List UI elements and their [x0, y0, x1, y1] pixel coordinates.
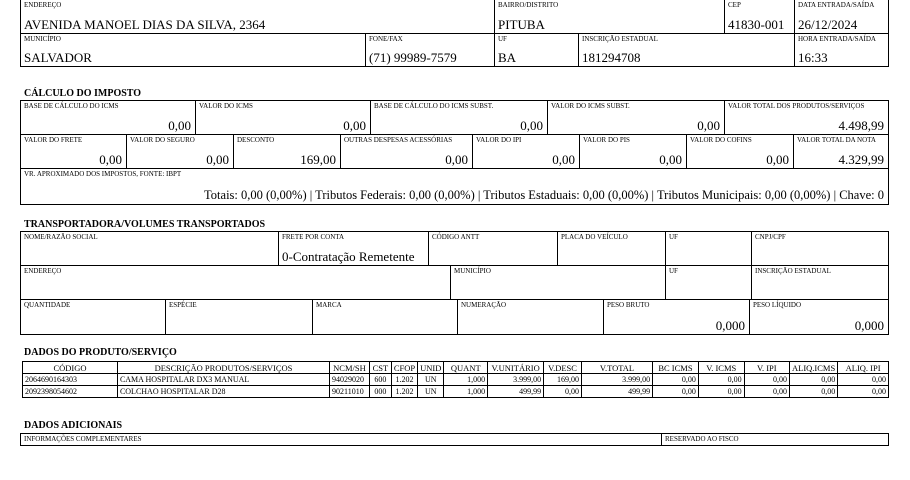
col-ncm: NCM/SH: [330, 362, 370, 374]
outras-label: OUTRAS DESPESAS ACESSÓRIAS: [344, 136, 453, 144]
transp-peso-liquido-value: 0,000: [854, 318, 884, 333]
transp-antt-cell: [429, 232, 558, 266]
endereco-cell: [21, 0, 495, 34]
cell-v-icms: 0,00: [698, 374, 744, 386]
valor-icms-label: VALOR DO ICMS: [199, 102, 253, 110]
reservado-fisco-cell: [662, 434, 888, 445]
transp-endereco-cell: [21, 266, 451, 300]
transp-quantidade-cell: [21, 300, 166, 334]
frete-label: VALOR DO FRETE: [24, 136, 83, 144]
transp-placa-cell: [558, 232, 666, 266]
cell-cfop: 1.202: [391, 386, 417, 398]
col-aliq-icms: ALIQ.ICMS: [790, 362, 838, 374]
base-icms-st-value: 0,00: [520, 118, 543, 133]
cell-descricao: CAMA HOSPITALAR DX3 MANUAL: [117, 374, 329, 386]
valor-icms-value: 0,00: [343, 118, 366, 133]
inscricao-cell: [579, 34, 795, 66]
cell-cfop: 1.202: [391, 374, 417, 386]
transp-marca-cell: [313, 300, 458, 334]
transp-nome-cell: [21, 232, 279, 266]
transp-inscricao-label: INSCRIÇÃO ESTADUAL: [755, 267, 831, 275]
cell-vunitario: 3.999,00: [488, 374, 544, 386]
uf-cell: [495, 34, 579, 66]
cell-bc-icms: 0,00: [653, 374, 699, 386]
transp-peso-bruto-value: 0,000: [715, 318, 745, 333]
outras-cell: [341, 135, 473, 169]
ipi-label: VALOR DO IPI: [476, 136, 522, 144]
table-row: [23, 386, 889, 398]
cell-vdesc: 169,00: [544, 374, 582, 386]
col-aliq-ipi: ALIQ. IPI: [838, 362, 889, 374]
col-v-ipi: V. IPI: [744, 362, 789, 374]
desconto-label: DESCONTO: [237, 136, 275, 144]
transp-numeracao-label: NUMERAÇÃO: [461, 301, 507, 309]
seguro-label: VALOR DO SEGURO: [130, 136, 195, 144]
table-row: [23, 374, 889, 386]
uf-value: BA: [498, 50, 517, 65]
valor-produtos-value: 4.498,99: [838, 118, 884, 133]
hora-cell: [795, 34, 888, 66]
cofins-value: 0,00: [766, 152, 789, 167]
col-vtotal: V.TOTAL: [581, 362, 652, 374]
municipio-label: MUNICÍPIO: [24, 35, 61, 43]
base-icms-label: BASE DE CÁLCULO DO ICMS: [24, 102, 119, 110]
transportadora-block: [20, 231, 889, 335]
transp-nome-label: NOME/RAZÃO SOCIAL: [24, 233, 98, 241]
cell-v-ipi: 0,00: [744, 374, 789, 386]
cell-v-icms: 0,00: [698, 386, 744, 398]
transp-numeracao-cell: [458, 300, 604, 334]
cell-unid: UN: [418, 374, 444, 386]
imposto-title: CÁLCULO DO IMPOSTO: [24, 88, 142, 99]
fone-label: FONE/FAX: [369, 35, 403, 43]
col-codigo: CÓDIGO: [23, 362, 118, 374]
cofins-cell: [687, 135, 794, 169]
total-nota-cell: [794, 135, 888, 169]
uf-label: UF: [498, 35, 507, 43]
inscricao-value: 181294708: [582, 50, 641, 65]
frete-value: 0,00: [99, 152, 122, 167]
valor-icms-st-value: 0,00: [697, 118, 720, 133]
cell-vdesc: 0,00: [544, 386, 582, 398]
col-bc-icms: BC ICMS: [653, 362, 699, 374]
transportadora-title: TRANSPORTADORA/VOLUMES TRANSPORTADOS: [24, 219, 266, 230]
cell-bc-icms: 0,00: [653, 386, 699, 398]
bairro-value: PITUBA: [498, 17, 545, 32]
pis-label: VALOR DO PIS: [583, 136, 630, 144]
transp-quantidade-label: QUANTIDADE: [24, 301, 71, 309]
desconto-value: 169,00: [300, 152, 336, 167]
endereco-label: ENDEREÇO: [24, 1, 62, 9]
col-descricao: DESCRIÇÃO PRODUTOS/SERVIÇOS: [117, 362, 329, 374]
transp-uf1-cell: [666, 232, 752, 266]
cell-codigo: 2092398054602: [23, 386, 118, 398]
col-quant: QUANT: [444, 362, 488, 374]
products-table: [22, 361, 889, 398]
cell-aliq-icms: 0,00: [790, 374, 838, 386]
ipi-value: 0,00: [552, 152, 575, 167]
col-cfop: CFOP: [391, 362, 417, 374]
transp-municipio-cell: [451, 266, 666, 300]
cell-codigo: 2064690164303: [23, 374, 118, 386]
cell-aliq-ipi: 0,00: [838, 374, 889, 386]
cell-quant: 1,000: [444, 374, 488, 386]
cell-aliq-icms: 0,00: [790, 386, 838, 398]
info-complementares-cell: [21, 434, 662, 445]
municipio-value: SALVADOR: [24, 50, 92, 65]
bairro-label: BAIRRO/DISTRITO: [498, 1, 559, 9]
aprox-cell: [21, 169, 888, 204]
col-unid: UNID: [418, 362, 444, 374]
col-vdesc: V.DESC: [544, 362, 582, 374]
aprox-value: Totais: 0,00 (0,00%) | Tributos Federais: 0,00 (0,00%) | Tributos Estaduais: 0,00 (0,00%) | Tributos Municipais: 0,00 (0,00%) | Chave: 0: [204, 188, 884, 202]
col-cst: CST: [369, 362, 391, 374]
products-header-row: [23, 362, 889, 374]
transp-placa-label: PLACA DO VEÍCULO: [561, 233, 628, 241]
cell-cst: 000: [369, 386, 391, 398]
cell-quant: 1,000: [444, 386, 488, 398]
transp-cnpj-label: CNPJ/CPF: [755, 233, 786, 241]
desconto-cell: [234, 135, 341, 169]
valor-icms-st-label: VALOR DO ICMS SUBST.: [551, 102, 630, 110]
cell-vtotal: 3.999,00: [581, 374, 652, 386]
base-icms-st-label: BASE DE CÁLCULO DO ICMS SUBST.: [374, 102, 494, 110]
transp-frete-value: 0-Contratação Remetente: [282, 249, 415, 264]
adicionais-title: DADOS ADICIONAIS: [24, 420, 123, 431]
cell-cst: 600: [369, 374, 391, 386]
transp-marca-label: MARCA: [316, 301, 342, 309]
cell-vtotal: 499,99: [581, 386, 652, 398]
transp-inscricao-cell: [752, 266, 888, 300]
valor-produtos-cell: [725, 101, 888, 135]
fone-value: (71) 99989-7579: [369, 50, 457, 65]
data-entrada-value: 26/12/2024: [798, 17, 858, 32]
municipio-cell: [21, 34, 366, 66]
cell-unid: UN: [418, 386, 444, 398]
transp-peso-liquido-cell: [750, 300, 888, 334]
outras-value: 0,00: [445, 152, 468, 167]
transp-frete-label: FRETE POR CONTA: [282, 233, 345, 241]
data-entrada-cell: [795, 0, 888, 34]
total-nota-label: VALOR TOTAL DA NOTA: [797, 136, 876, 144]
hora-label: HORA ENTRADA/SAÍDA: [798, 35, 876, 43]
pis-cell: [580, 135, 687, 169]
cell-descricao: COLCHAO HOSPITALAR D28: [117, 386, 329, 398]
data-entrada-label: DATA ENTRADA/SAÍDA: [798, 1, 875, 9]
transp-antt-label: CÓDIGO ANTT: [432, 233, 480, 241]
base-icms-cell: [21, 101, 196, 135]
transp-especie-cell: [166, 300, 313, 334]
seguro-value: 0,00: [206, 152, 229, 167]
imposto-block: [20, 100, 889, 205]
info-complementares-label: INFORMAÇÕES COMPLEMENTARES: [24, 435, 142, 443]
frete-cell: [21, 135, 127, 169]
endereco-value: AVENIDA MANOEL DIAS DA SILVA, 2364: [24, 17, 266, 32]
cep-cell: [725, 0, 795, 34]
transp-especie-label: ESPÉCIE: [169, 301, 197, 309]
cell-v-ipi: 0,00: [744, 386, 789, 398]
transp-uf1-label: UF: [669, 233, 678, 241]
bairro-cell: [495, 0, 725, 34]
cell-ncm: 90211010: [330, 386, 370, 398]
inscricao-label: INSCRIÇÃO ESTADUAL: [582, 35, 658, 43]
transp-peso-bruto-label: PESO BRUTO: [607, 301, 650, 309]
aprox-label: VR. APROXIMADO DOS IMPOSTOS, FONTE: IBPT: [24, 170, 182, 178]
adicionais-block: [20, 433, 889, 446]
valor-icms-st-cell: [548, 101, 725, 135]
cell-vunitario: 499,99: [488, 386, 544, 398]
total-nota-value: 4.329,99: [838, 152, 884, 167]
cell-ncm: 94029020: [330, 374, 370, 386]
cep-value: 41830-001: [728, 17, 785, 32]
col-vunitario: V.UNITÁRIO: [488, 362, 544, 374]
seguro-cell: [127, 135, 234, 169]
transp-endereco-label: ENDEREÇO: [24, 267, 62, 275]
fone-cell: [366, 34, 495, 66]
col-v-icms: V. ICMS: [698, 362, 744, 374]
cep-label: CEP: [728, 1, 741, 9]
transp-municipio-label: MUNICÍPIO: [454, 267, 491, 275]
address-block: [20, 0, 889, 67]
ipi-cell: [473, 135, 580, 169]
base-icms-value: 0,00: [168, 118, 191, 133]
transp-peso-liquido-label: PESO LÍQUIDO: [753, 301, 802, 309]
produtos-title: DADOS DO PRODUTO/SERVIÇO: [24, 347, 177, 358]
transp-uf2-label: UF: [669, 267, 678, 275]
transp-frete-cell: [279, 232, 429, 266]
transp-peso-bruto-cell: [604, 300, 750, 334]
cofins-label: VALOR DO COFINS: [690, 136, 752, 144]
cell-aliq-ipi: 0,00: [838, 386, 889, 398]
valor-produtos-label: VALOR TOTAL DOS PRODUTOS/SERVIÇOS: [728, 102, 865, 110]
pis-value: 0,00: [659, 152, 682, 167]
valor-icms-cell: [196, 101, 371, 135]
reservado-fisco-label: RESERVADO AO FISCO: [665, 435, 739, 443]
transp-cnpj-cell: [752, 232, 888, 266]
base-icms-st-cell: [371, 101, 548, 135]
transp-uf2-cell: [666, 266, 752, 300]
hora-value: 16:33: [798, 50, 828, 65]
